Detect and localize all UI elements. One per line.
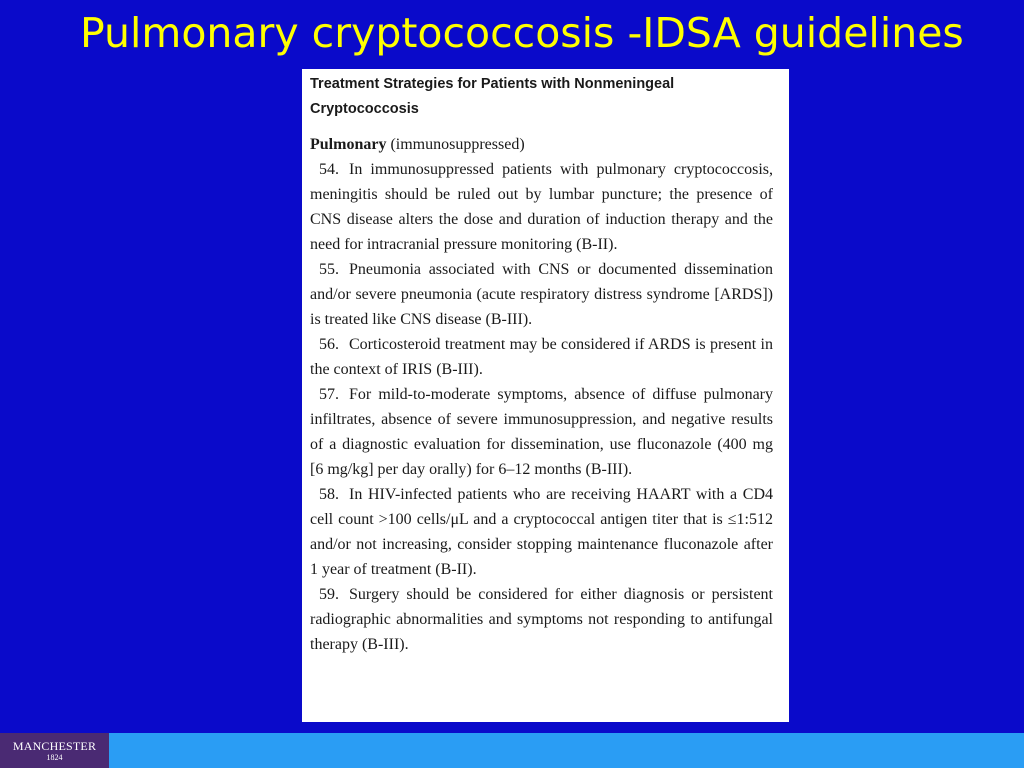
document-heading-line1: Treatment Strategies for Patients with Nonmeningeal	[310, 76, 675, 92]
recommendation-text: Pneumonia associated with CNS or documented dissemination and/or severe pneumonia (acute respiratory distress syndrome [ARDS]) is treated like CNS disease (B-III).	[310, 261, 773, 328]
recommendation-number: 59.	[319, 586, 339, 603]
recommendation-item	[310, 332, 773, 382]
guideline-document	[302, 69, 789, 722]
recommendation-item	[310, 157, 773, 257]
recommendation-item	[310, 382, 773, 482]
section-heading-rest: (immunosuppressed)	[386, 136, 525, 153]
document-heading	[310, 72, 773, 122]
document-heading-line2: Cryptococcosis	[310, 101, 419, 117]
logo-year: 1824	[46, 753, 63, 762]
recommendation-number: 56.	[319, 336, 339, 353]
recommendation-text: Surgery should be considered for either diagnosis or persistent radiographic abnormalities and symptoms not responding to antifungal therapy (B-III).	[310, 586, 773, 653]
recommendation-item	[310, 482, 773, 582]
section-heading	[310, 132, 773, 157]
slide-title: Pulmonary cryptococcosis -IDSA guidelines	[80, 9, 964, 57]
recommendation-number: 55.	[319, 261, 339, 278]
recommendation-item	[310, 582, 773, 657]
recommendation-number: 54.	[319, 161, 339, 178]
logo-name: MANCHESTER	[12, 739, 97, 753]
recommendation-text: In immunosuppressed patients with pulmonary cryptococcosis, meningitis should be ruled out by lumbar puncture; the presence of CNS disease alters the dose and duration of induction therapy and the need for intracranial pressure monitoring (B-II).	[310, 161, 773, 253]
footer-bar	[0, 733, 1024, 768]
recommendation-text: In HIV-infected patients who are receiving HAART with a CD4 cell count >100 cells/μL and a cryptococcal antigen titer that is ≤1:512 and/or not increasing, consider stopping maintenance fluconazole after 1 year of treatment (B-II).	[310, 486, 773, 578]
university-logo	[0, 733, 109, 768]
recommendation-text: For mild-to-moderate symptoms, absence of diffuse pulmonary infiltrates, absence of severe immunosuppression, and negative results of a diagnostic evaluation for dissemination, use fluconazole (400 mg [6 mg/kg] per day orally) for 6–12 months (B-III).	[310, 386, 773, 478]
recommendation-item	[310, 257, 773, 332]
recommendation-number: 57.	[319, 386, 339, 403]
recommendation-text: Corticosteroid treatment may be considered if ARDS is present in the context of IRIS (B-III).	[310, 336, 773, 378]
recommendation-number: 58.	[319, 486, 339, 503]
section-heading-bold: Pulmonary	[310, 136, 387, 153]
